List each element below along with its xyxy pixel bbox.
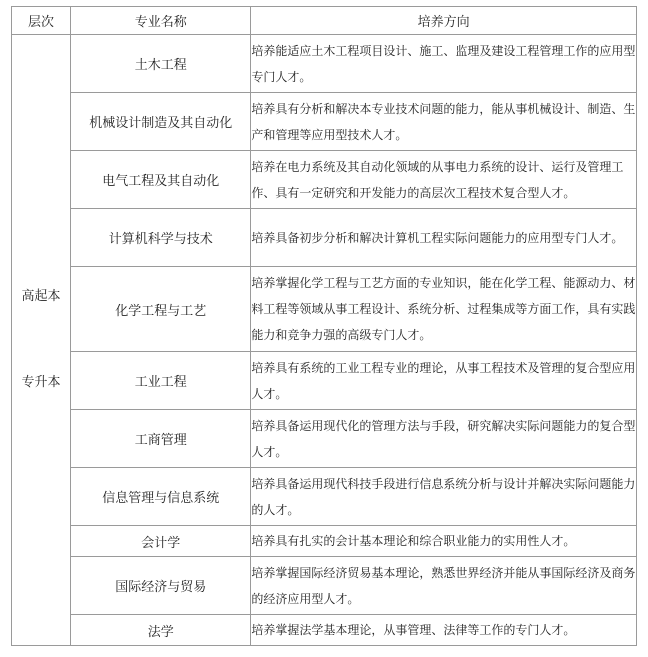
major-name: 国际经济与贸易 bbox=[71, 557, 251, 615]
major-direction: 培养掌握化学工程与工艺方面的专业知识，能在化学工程、能源动力、材料工程等领域从事工程设计、系统分析、过程集成等方面工作，具有实践能力和竞争力强的高级专门人才。 bbox=[251, 267, 637, 352]
major-direction: 培养具有分析和解决本专业技术问题的能力，能从事机械设计、制造、生产和管理等应用型技术人才。 bbox=[251, 93, 637, 151]
major-direction: 培养掌握法学基本理论，从事管理、法律等工作的专门人才。 bbox=[251, 615, 637, 646]
major-name: 会计学 bbox=[71, 526, 251, 557]
header-direction: 培养方向 bbox=[251, 7, 637, 35]
major-direction: 培养具备初步分析和解决计算机工程实际问题能力的应用型专门人才。 bbox=[251, 209, 637, 267]
major-name: 电气工程及其自动化 bbox=[71, 151, 251, 209]
major-name: 土木工程 bbox=[71, 35, 251, 93]
header-row bbox=[12, 7, 637, 35]
header-major: 专业名称 bbox=[71, 7, 251, 35]
table-row bbox=[12, 410, 637, 468]
table-row bbox=[12, 526, 637, 557]
major-name: 法学 bbox=[71, 615, 251, 646]
table-row bbox=[12, 267, 637, 352]
table-row bbox=[12, 151, 637, 209]
major-name: 工业工程 bbox=[71, 352, 251, 410]
major-direction: 培养能适应土木工程项目设计、施工、监理及建设工程管理工作的应用型专门人才。 bbox=[251, 35, 637, 93]
majors-table bbox=[11, 6, 637, 646]
major-name: 工商管理 bbox=[71, 410, 251, 468]
major-name: 化学工程与工艺 bbox=[71, 267, 251, 352]
table-row bbox=[12, 468, 637, 526]
table-row bbox=[12, 35, 637, 93]
major-direction: 培养具备运用现代化的管理方法与手段，研究解决实际问题能力的复合型人才。 bbox=[251, 410, 637, 468]
table-row bbox=[12, 352, 637, 410]
major-direction: 培养具有系统的工业工程专业的理论，从事工程技术及管理的复合型应用人才。 bbox=[251, 352, 637, 410]
major-direction: 培养在电力系统及其自动化领域的从事电力系统的设计、运行及管理工作、具有一定研究和开发能力的高层次工程技术复合型人才。 bbox=[251, 151, 637, 209]
major-direction: 培养掌握国际经济贸易基本理论，熟悉世界经济并能从事国际经济及商务的经济应用型人才。 bbox=[251, 557, 637, 615]
header-level: 层次 bbox=[12, 7, 71, 35]
table-row bbox=[12, 615, 637, 646]
table-row bbox=[12, 209, 637, 267]
major-direction: 培养具备运用现代科技手段进行信息系统分析与设计并解决实际问题能力的人才。 bbox=[251, 468, 637, 526]
table-row bbox=[12, 93, 637, 151]
major-direction: 培养具有扎实的会计基本理论和综合职业能力的实用性人才。 bbox=[251, 526, 637, 557]
level-gaoqiben: 高起本 bbox=[21, 289, 61, 304]
major-name: 计算机科学与技术 bbox=[71, 209, 251, 267]
level-zhuanshengben: 专升本 bbox=[21, 375, 61, 390]
major-name: 机械设计制造及其自动化 bbox=[71, 93, 251, 151]
major-name: 信息管理与信息系统 bbox=[71, 468, 251, 526]
table-row bbox=[12, 557, 637, 615]
level-cell bbox=[12, 35, 71, 646]
